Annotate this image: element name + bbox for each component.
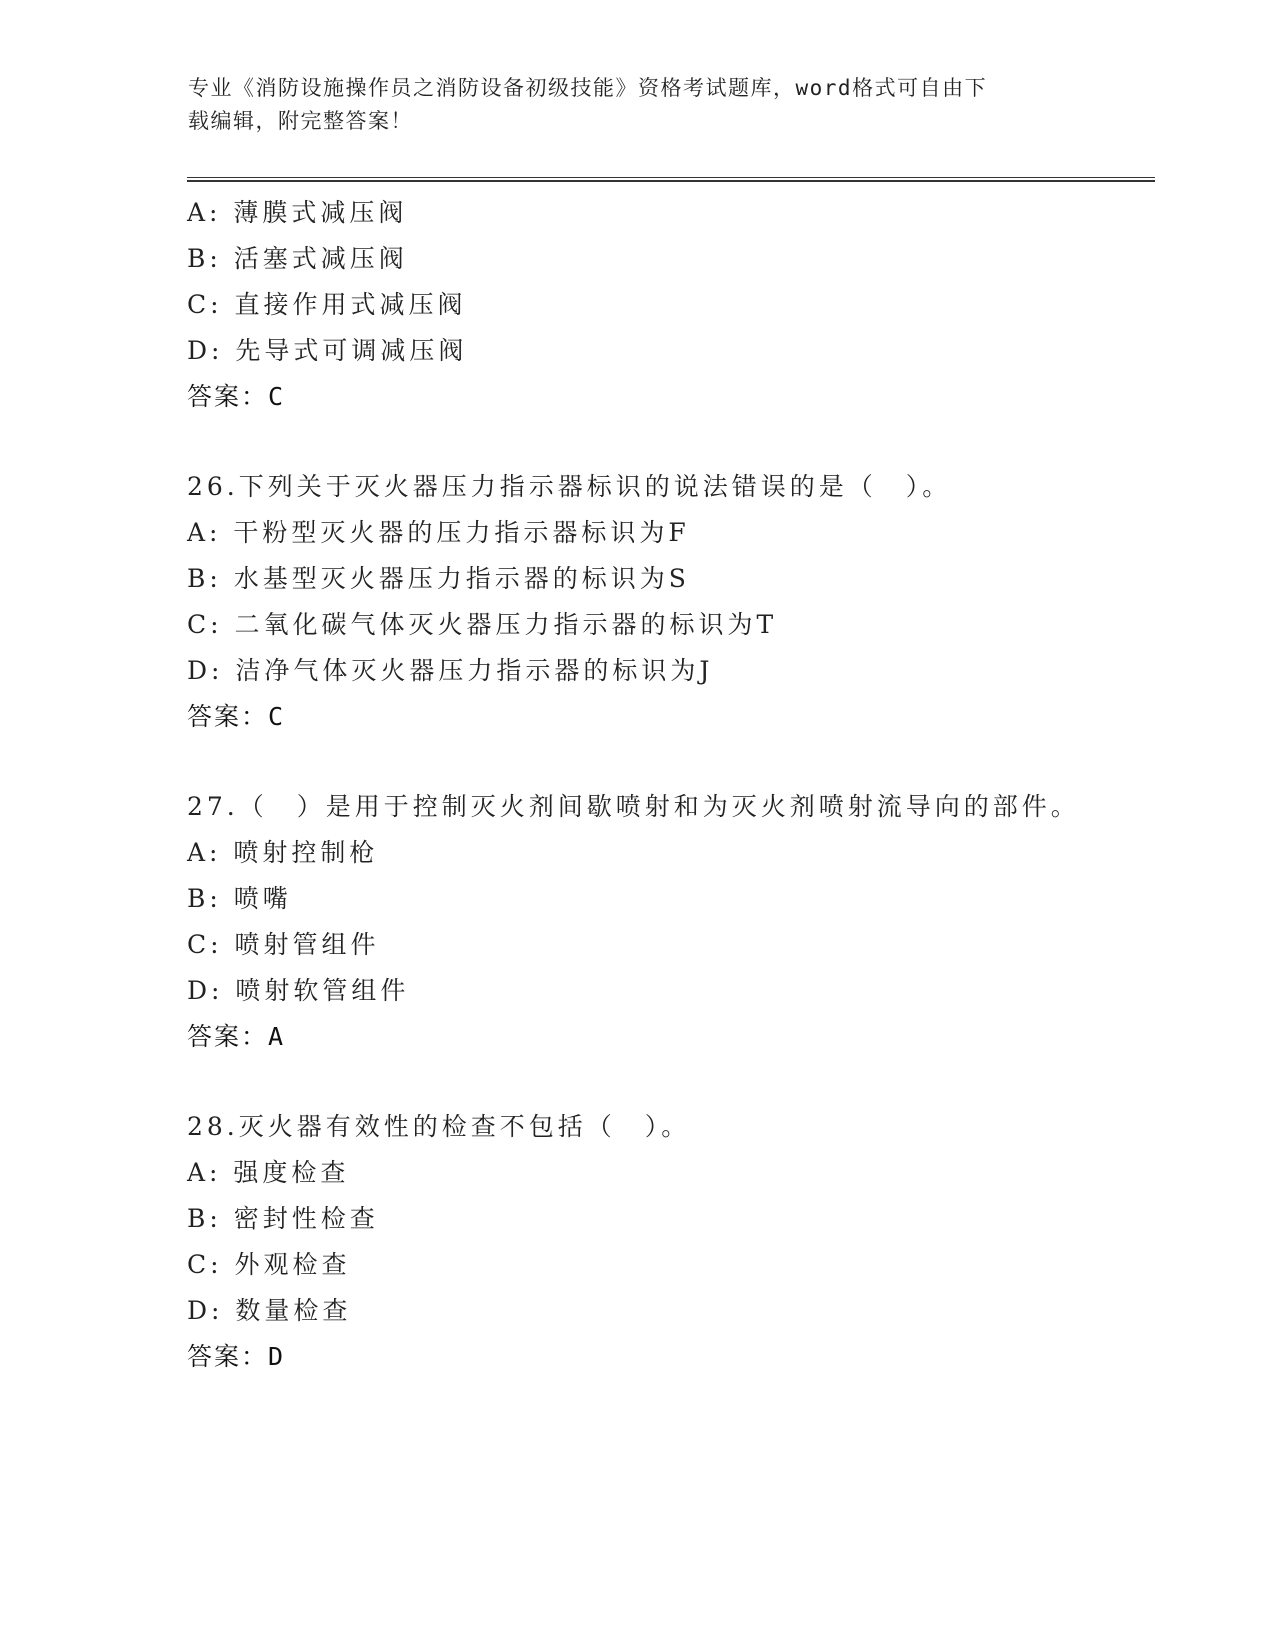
option-d: D: 先导式可调减压阀 [187,336,468,365]
option-a: A: 强度检查 [187,1158,350,1187]
answer-label: 答案： [187,382,269,411]
answer-value: D [268,1342,284,1371]
answer-value: C [268,382,284,411]
option-b: B: 喷嘴 [187,884,292,913]
answer-line [187,1014,1147,1060]
question-26 [187,464,1147,740]
document-header [188,72,1088,138]
option-c: C: 外观检查 [187,1250,351,1279]
answer-label: 答案： [187,1342,269,1371]
option-a: A: 干粉型灭火器的压力指示器标识为F [187,518,690,547]
header-line-2: 载编辑，附完整答案！ [188,109,413,133]
answer-line [187,694,1147,740]
question-25 [187,190,1147,420]
header-line-1: 专业《消防设施操作员之消防设备初级技能》资格考试题库，word格式可自由下 [188,76,988,100]
option-c: C: 直接作用式减压阀 [187,290,467,319]
question-stem: 27.（ ）是用于控制灭火剂间歇喷射和为灭火剂喷射流导向的部件。 [187,792,1080,821]
option-b: B: 密封性检查 [187,1204,379,1233]
answer-value: A [268,1022,284,1051]
header-divider-thin [187,177,1155,178]
answer-label: 答案： [187,702,269,731]
option-b: B: 活塞式减压阀 [187,244,408,273]
question-stem: 28.灭火器有效性的检查不包括（ ）。 [187,1112,691,1141]
option-a: A: 薄膜式减压阀 [187,198,408,227]
question-27 [187,784,1147,1060]
option-a: A: 喷射控制枪 [187,838,379,867]
answer-label: 答案： [187,1022,269,1051]
question-stem: 26.下列关于灭火器压力指示器标识的说法错误的是（ ）。 [187,472,952,501]
option-b: B: 水基型灭火器压力指示器的标识为S [187,564,690,593]
answer-line [187,1334,1147,1380]
answer-line [187,374,1147,420]
option-d: D: 数量检查 [187,1296,352,1325]
option-d: D: 喷射软管组件 [187,976,410,1005]
option-c: C: 二氧化碳气体灭火器压力指示器的标识为T [187,610,778,639]
header-divider-thick [187,180,1155,182]
option-d: D: 洁净气体灭火器压力指示器的标识为J [187,656,714,685]
question-list [187,190,1147,1380]
answer-value: C [268,702,284,731]
question-28 [187,1104,1147,1380]
option-c: C: 喷射管组件 [187,930,380,959]
